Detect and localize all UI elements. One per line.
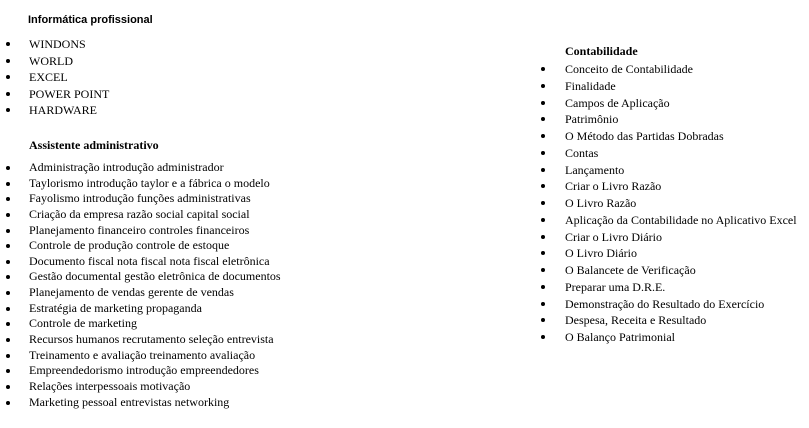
contabilidade-heading: Contabilidade: [565, 44, 638, 58]
list-item: O Balancete de Verificação: [565, 262, 797, 279]
list-item: Administração introdução administrador: [29, 160, 281, 176]
contabilidade-list: [565, 61, 797, 346]
list-item: Finalidade: [565, 78, 797, 95]
list-item: Lançamento: [565, 162, 797, 179]
list-item: O Livro Diário: [565, 245, 797, 262]
list-item: Recursos humanos recrutamento seleção entrevista: [29, 332, 281, 348]
list-item: EXCEL: [29, 69, 109, 86]
list-item: Controle de marketing: [29, 316, 281, 332]
list-item: Contas: [565, 145, 797, 162]
list-item: WORLD: [29, 53, 109, 70]
list-item: Estratégia de marketing propaganda: [29, 301, 281, 317]
list-item: Criação da empresa razão social capital social: [29, 207, 281, 223]
list-item: Taylorismo introdução taylor e a fábrica o modelo: [29, 176, 281, 192]
list-item: Fayolismo introdução funções administrativas: [29, 191, 281, 207]
list-item: Relações interpessoais motivação: [29, 379, 281, 395]
assistente-heading: Assistente administrativo: [29, 138, 159, 152]
list-item: Patrimônio: [565, 111, 797, 128]
list-item: Planejamento de vendas gerente de vendas: [29, 285, 281, 301]
list-item: Campos de Aplicação: [565, 95, 797, 112]
list-item: HARDWARE: [29, 102, 109, 119]
list-item: Treinamento e avaliação treinamento avaliação: [29, 348, 281, 364]
list-item: Criar o Livro Razão: [565, 178, 797, 195]
informatica-list: [29, 36, 109, 119]
list-item: Aplicação da Contabilidade no Aplicativo Excel: [565, 212, 797, 227]
list-item: Criar o Livro Diário: [565, 229, 797, 246]
list-item: WINDONS: [29, 36, 109, 53]
list-item: Documento fiscal nota fiscal nota fiscal eletrônica: [29, 254, 281, 270]
list-item: O Livro Razão: [565, 195, 797, 212]
list-item: O Método das Partidas Dobradas: [565, 128, 797, 145]
list-item: Conceito de Contabilidade: [565, 61, 797, 78]
list-item: Controle de produção controle de estoque: [29, 238, 281, 254]
list-item: Marketing pessoal entrevistas networking: [29, 395, 281, 411]
list-item: Demonstração do Resultado do Exercício: [565, 296, 797, 313]
list-item: O Balanço Patrimonial: [565, 329, 797, 346]
list-item: Gestão documental gestão eletrônica de documentos: [29, 269, 281, 284]
informatica-heading: Informática profissional: [28, 14, 153, 26]
list-item: POWER POINT: [29, 86, 110, 101]
list-item: Preparar uma D.R.E.: [565, 279, 797, 296]
list-item: Empreendedorismo introdução empreendedores: [29, 363, 281, 379]
list-item: Despesa, Receita e Resultado: [565, 312, 797, 329]
list-item: Planejamento financeiro controles financeiros: [29, 223, 281, 239]
assistente-list: [29, 160, 281, 410]
